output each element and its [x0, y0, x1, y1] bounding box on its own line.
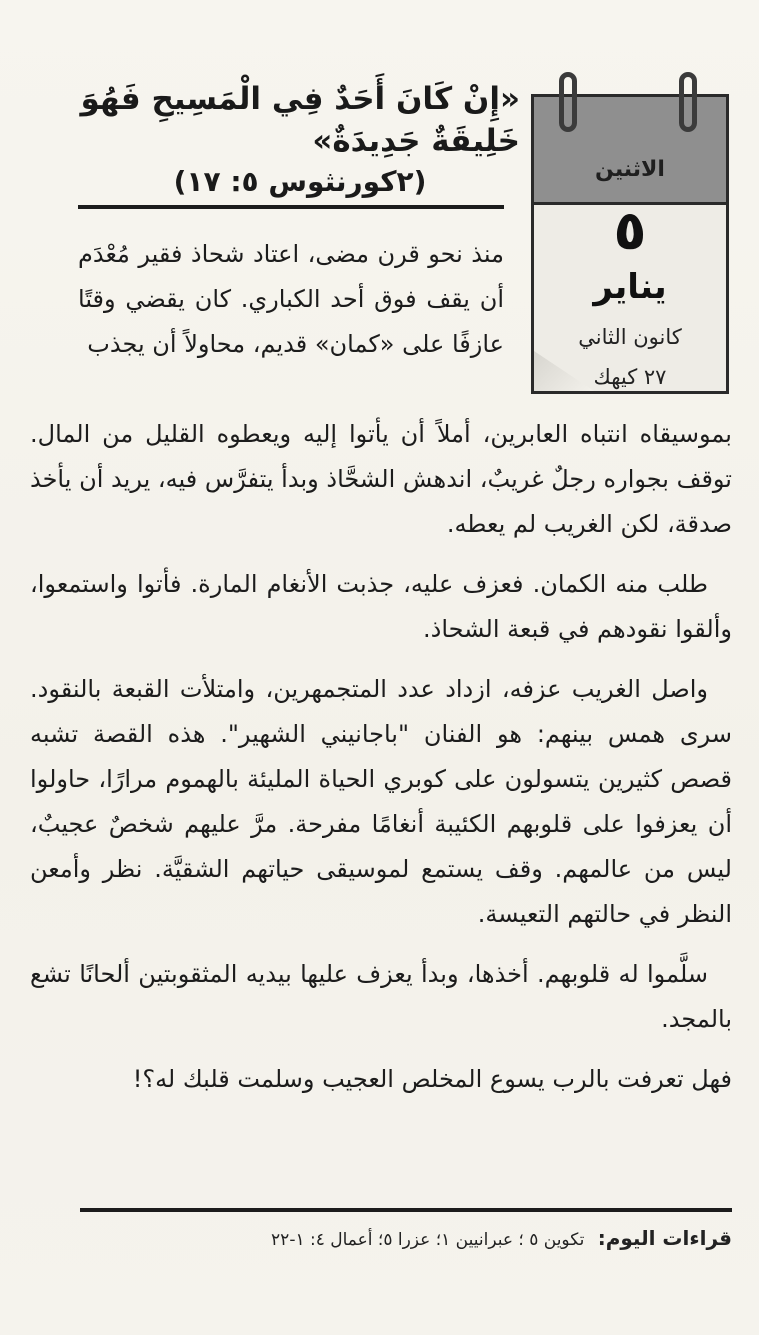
paragraph: طلب منه الكمان. فعزف عليه، جذبت الأنغام المارة. فأتوا واستمعوا، وألقوا نقودهم في قبعة الشحاذ.	[30, 570, 732, 643]
main-text	[30, 412, 732, 1117]
calendar-coptic-date: ٢٧ كيهك	[593, 365, 667, 389]
divider-bottom	[80, 1208, 732, 1212]
verse-line-2: خَلِيقَةٌ جَدِيدَةٌ»	[312, 123, 520, 159]
binder-ring-icon	[679, 72, 697, 132]
paragraph: بموسيقاه انتباه العابرين، أملاً أن يأتوا إليه ويعطوه القليل من المال. توقف بجواره رجلٌ غريبٌ، اندهش الشحَّاذ وبدأ يتفرَّس فيه، يريد أن يأخذ صدقة، لكن الغريب لم يعطه.	[30, 420, 732, 538]
verse-block	[80, 78, 520, 202]
divider-top	[78, 205, 504, 209]
daily-readings	[80, 1226, 732, 1250]
calendar-month: يناير	[593, 267, 667, 307]
paragraph: واصل الغريب عزفه، ازداد عدد المتجمهرين، وامتلأت القبعة بالنقود. سرى همس بينهم: هو الفنان "باجانيني الشهير". هذه القصة تشبه قصص كثيرين يتسولون على كوبري الحياة المليئة بالهموم مرارًا، حاولوا أن يعزفوا على قلوبهم الكئيبة أنغامًا مفرحة. مرَّ عليهم شخصٌ عجيبٌ، ليس من عالمهم. وقف يستمع لموسيقى حياتهم الشقيَّة. نظر وأمعن النظر في حالتهم التعيسة.	[30, 675, 732, 928]
verse-line-1: «إِنْ كَانَ أَحَدٌ فِي الْمَسِيحِ فَهُوَ	[80, 81, 520, 117]
readings-text: تكوين ٥ ؛ عبرانيين ١؛ عزرا ٥؛ أعمال ٤: ١-٢٢	[271, 1230, 585, 1250]
calendar-widget	[531, 72, 731, 397]
verse-reference: (٢كورنثوس ٥: ١٧)	[173, 165, 427, 198]
calendar-card	[531, 94, 729, 394]
calendar-day-number: ٥	[613, 199, 647, 262]
binder-ring-icon	[559, 72, 577, 132]
readings-label: قراءات اليوم:	[597, 1226, 732, 1250]
closing-question: فهل تعرفت بالرب يسوع المخلص العجيب وسلمت قلبك له؟!	[132, 1065, 732, 1093]
calendar-syriac-month: كانون الثاني	[578, 325, 682, 349]
intro-paragraph: منذ نحو قرن مضى، اعتاد شحاذ فقير مُعْدَم أن يقف فوق أحد الكباري. كان يقضي وقتًا عازفًا على «كمان» قديم، محاولاً أن يجذب	[78, 240, 504, 358]
paragraph: سلَّموا له قلوبهم. أخذها، وبدأ يعزف عليها بيديه المثقوبتين ألحانًا تشع بالمجد.	[30, 960, 732, 1033]
calendar-weekday: الاثنين	[595, 157, 665, 182]
